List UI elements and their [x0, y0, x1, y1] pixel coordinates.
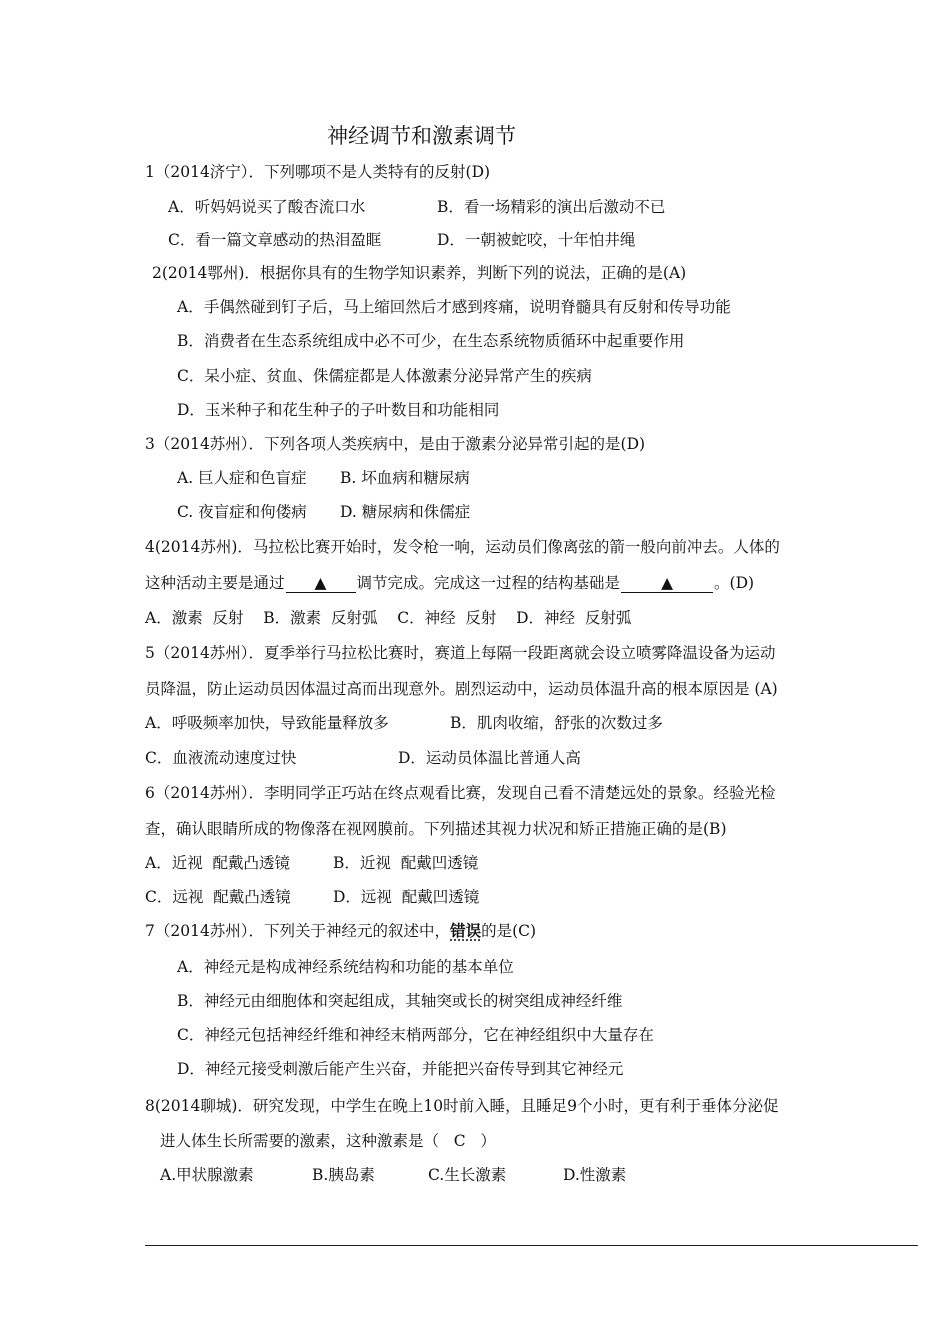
question-6-stem-line-1: 6（2014苏州）．李明同学正巧站在终点观看比赛，发现自己看不清楚远处的景象。经验光检	[145, 784, 776, 802]
question-5-stem-line-2: 员降温，防止运动员因体温过高而出现意外。剧烈运动中，运动员体温升高的根本原因是 (A)	[145, 680, 778, 698]
question-2-option-d: D．玉米种子和花生种子的子叶数目和功能相同	[177, 401, 500, 419]
question-3-option-c: C. 夜盲症和佝偻病	[177, 503, 307, 521]
question-4-stem-text-b: 调节完成。完成这一过程的结构基础是	[356, 574, 621, 592]
question-7-stem-text-b: 的是(C)	[481, 922, 537, 940]
question-8-stem-line-2: 进人体生长所需要的激素，这种激素是（ C ）	[160, 1132, 496, 1150]
question-6-option-d: D．远视 配戴凹透镜	[333, 888, 480, 906]
question-6-option-a: A．近视 配戴凸透镜	[145, 854, 291, 872]
question-7-option-d: D．神经元接受刺激后能产生兴奋，并能把兴奋传导到其它神经元	[177, 1060, 624, 1078]
question-2-option-b: B．消费者在生态系统组成中必不可少，在生态系统物质循环中起重要作用	[177, 332, 685, 350]
question-2-stem: 2(2014鄂州)．根据你具有的生物学知识素养，判断下列的说法，正确的是(A)	[152, 264, 687, 282]
answer-blank-1: ▲	[286, 574, 356, 593]
question-7-stem	[145, 921, 536, 941]
question-7-option-a: A．神经元是构成神经系统结构和功能的基本单位	[177, 958, 514, 976]
question-3-option-a: A. 巨人症和色盲症	[177, 469, 307, 487]
question-7-option-b: B．神经元由细胞体和突起组成，其轴突或长的树突组成神经纤维	[177, 992, 623, 1010]
question-1-stem: 1（2014济宁）．下列哪项不是人类特有的反射(D)	[145, 163, 491, 181]
question-3-stem: 3（2014苏州）．下列各项人类疾病中，是由于激素分泌异常引起的是(D)	[145, 435, 646, 453]
question-6-option-c: C．远视 配戴凸透镜	[145, 888, 291, 906]
question-5-stem-line-1: 5（2014苏州）．夏季举行马拉松比赛时，赛道上每隔一段距离就会设立喷雾降温设备为运动	[145, 644, 776, 662]
question-7-stem-text-a: 7（2014苏州）．下列关于神经元的叙述中，	[145, 922, 451, 940]
question-1-option-a: A．听妈妈说买了酸杏流口水	[168, 198, 366, 216]
question-4-stem-text-a: 这种活动主要是通过	[145, 574, 285, 592]
question-8-option-d: D.性激素	[563, 1166, 627, 1184]
question-6-option-b: B．近视 配戴凹透镜	[333, 854, 479, 872]
question-8-option-c: C.生长激素	[428, 1166, 507, 1184]
emphasis-word: 错误	[450, 921, 482, 940]
question-4-stem-line-2	[145, 573, 754, 593]
question-7-option-c: C．神经元包括神经纤维和神经末梢两部分，它在神经组织中大量存在	[177, 1026, 654, 1044]
question-2-option-c: C．呆小症、贫血、侏儒症都是人体激素分泌异常产生的疾病	[177, 367, 592, 385]
question-5-option-a: A．呼吸频率加快，导致能量释放多	[145, 714, 389, 732]
question-5-option-d: D．运动员体温比普通人高	[398, 749, 581, 767]
question-3-option-d: D. 糖尿病和侏儒症	[340, 503, 471, 521]
question-5-option-c: C．血液流动速度过快	[145, 749, 297, 767]
question-6-stem-line-2: 查，确认眼睛所成的物像落在视网膜前。下列描述其视力状况和矫正措施正确的是(B)	[145, 820, 727, 838]
question-1-option-b: B．看一场精彩的演出后激动不已	[437, 198, 666, 216]
question-8-option-b: B.胰岛素	[312, 1166, 375, 1184]
question-1-option-d: D．一朝被蛇咬，十年怕井绳	[437, 231, 636, 249]
page-title: 神经调节和激素调节	[327, 124, 516, 148]
question-2-option-a: A．手偶然碰到钉子后，马上缩回然后才感到疼痛，说明脊髓具有反射和传导功能	[177, 298, 731, 316]
question-5-option-b: B．肌肉收缩，舒张的次数过多	[450, 714, 663, 732]
question-4-stem-text-c: 。(D)	[714, 574, 755, 592]
question-8-option-a: A.甲状腺激素	[160, 1166, 254, 1184]
answer-blank-2: ▲	[621, 574, 713, 593]
question-4-options: A．激素 反射 B．激素 反射弧 C．神经 反射 D．神经 反射弧	[145, 609, 632, 627]
question-3-option-b: B. 坏血病和糖尿病	[340, 469, 470, 487]
question-1-option-c: C．看一篇文章感动的热泪盈眶	[168, 231, 382, 249]
question-8-stem-line-1: 8(2014聊城)．研究发现，中学生在晚上10时前入睡，且睡足9个小时，更有利于垂体分泌促	[145, 1097, 779, 1115]
question-4-stem-line-1: 4(2014苏州)．马拉松比赛开始时，发令枪一响，运动员们像离弦的箭一般向前冲去。人体的	[145, 538, 780, 556]
footer-divider	[145, 1245, 918, 1246]
